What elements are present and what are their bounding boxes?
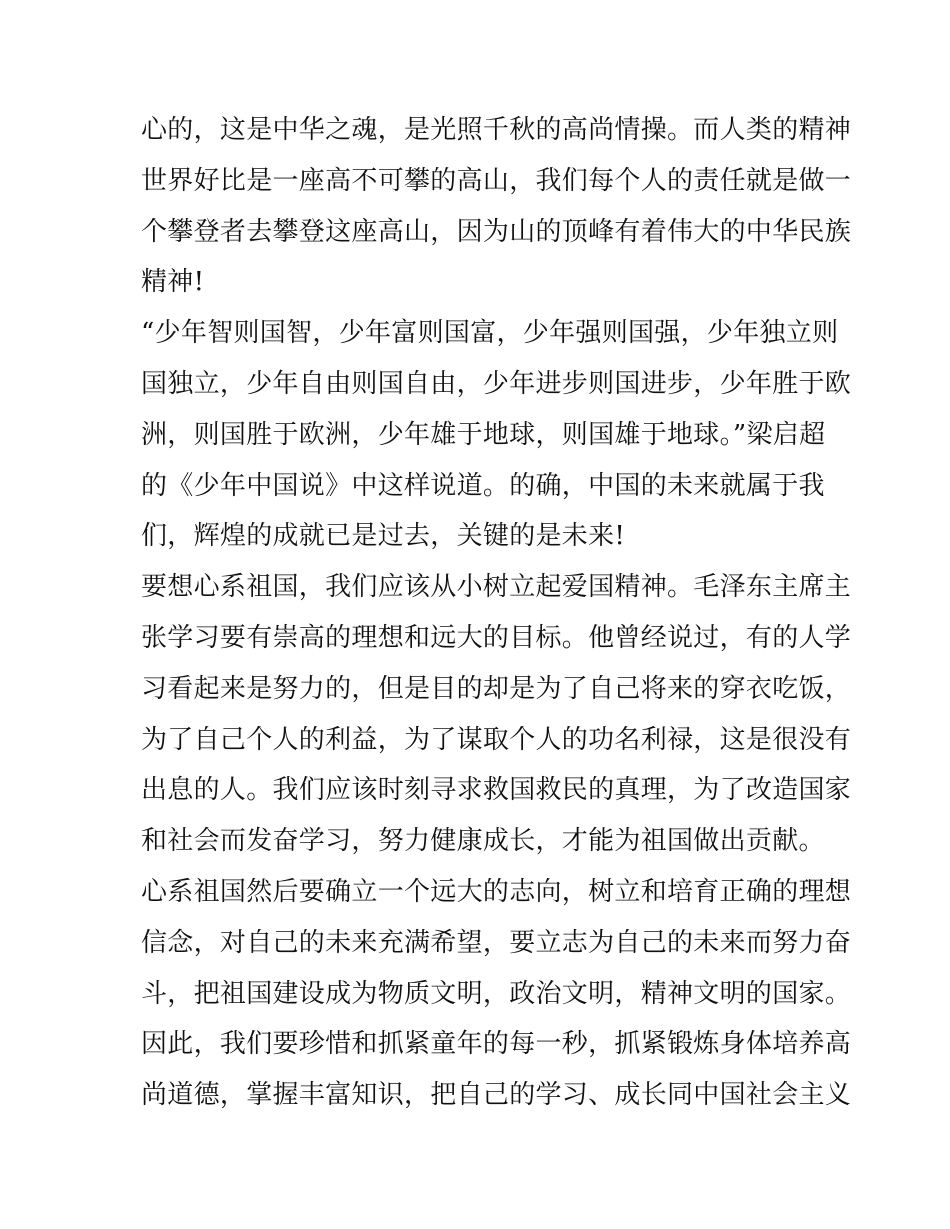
text-line: 因此，我们要珍惜和抓紧童年的每一秒，抓紧锻炼身体培养高	[141, 1029, 852, 1060]
text-line: 们，辉煌的成就已是过去，关键的是未来!	[141, 521, 626, 552]
text-line: 世界好比是一座高不可攀的高山，我们每个人的责任就是做一	[141, 165, 852, 196]
text-line: 洲，则国胜于欧洲，少年雄于地球，则国雄于地球。”梁启超	[141, 419, 826, 450]
text-line: 习看起来是努力的，但是目的却是为了自己将来的穿衣吃饭，	[141, 673, 852, 704]
text-line: 尚道德，掌握丰富知识，把自己的学习、成长同中国社会主义	[141, 1080, 852, 1111]
text-line: 国独立，少年自由则国自由，少年进步则国进步，少年胜于欧	[141, 368, 852, 399]
text-line: 精神!	[141, 267, 205, 298]
text-line: “少年智则国智，少年富则国富，少年强则国强，少年独立则	[141, 318, 839, 349]
document-body	[141, 105, 852, 1121]
text-line: 个攀登者去攀登这座高山，因为山的顶峰有着伟大的中华民族	[141, 216, 852, 247]
text-line: 心系祖国然后要确立一个远大的志向，树立和培育正确的理想	[141, 876, 852, 907]
text-line: 的《少年中国说》中这样说道。的确，中国的未来就属于我	[141, 470, 825, 501]
text-line: 心的，这是中华之魂，是光照千秋的高尚情操。而人类的精神	[141, 115, 852, 145]
text-line: 出息的人。我们应该时刻寻求救国救民的真理，为了改造国家	[141, 775, 852, 806]
text-line: 信念，对自己的未来充满希望，要立志为自己的未来而努力奋	[141, 927, 852, 958]
text-line: 为了自己个人的利益，为了谋取个人的功名利禄，这是很没有	[141, 724, 852, 755]
text-line: 张学习要有崇高的理想和远大的目标。他曾经说过，有的人学	[141, 622, 852, 653]
text-line: 要想心系祖国，我们应该从小树立起爱国精神。毛泽东主席主	[141, 572, 852, 603]
text-line: 和社会而发奋学习，努力健康成长，才能为祖国做出贡献。	[141, 826, 825, 857]
text-line: 斗，把祖国建设成为物质文明，政治文明，精神文明的国家。	[141, 978, 852, 1009]
